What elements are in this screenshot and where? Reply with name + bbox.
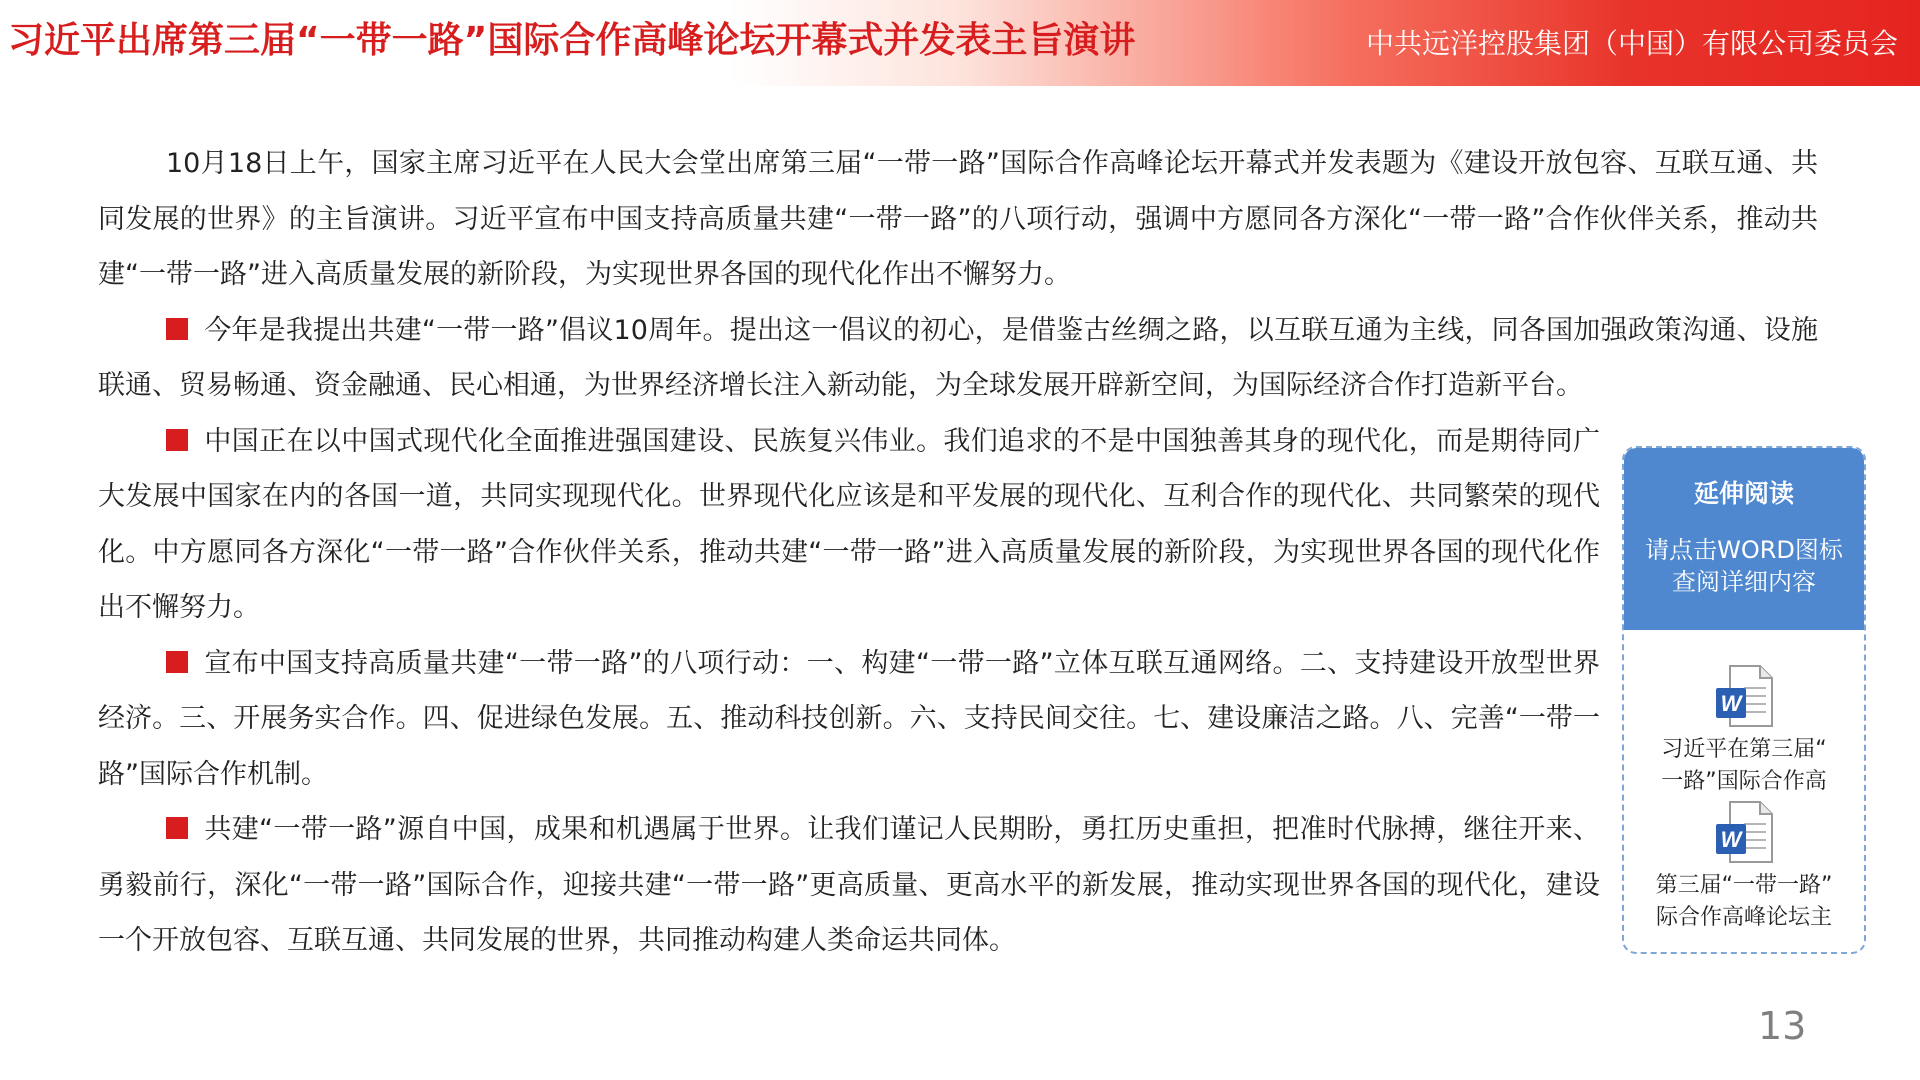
red-square-bullet-icon <box>166 429 188 451</box>
point-paragraph-2 <box>98 414 1600 636</box>
word-document-icon[interactable] <box>1714 664 1774 728</box>
point-text-1: 今年是我提出共建“一带一路”倡议10周年。提出这一倡议的初心，是借鉴古丝绸之路，以互联互通为主线，同各国加强政策沟通、设施联通、贸易畅通、资金融通、民心相通，为世界经济增长注入新动能，为全球发展开辟新空间，为国际经济合作打造新平台。 <box>98 314 1818 401</box>
red-square-bullet-icon <box>166 651 188 673</box>
organization-name: 中共远洋控股集团（中国）有限公司委员会 <box>1365 27 1898 60</box>
article-body <box>98 136 1818 969</box>
point-paragraph-4 <box>98 802 1600 969</box>
panel-header <box>1624 448 1864 630</box>
extended-reading-panel <box>1622 446 1866 954</box>
point-text-4: 共建“一带一路”源自中国，成果和机遇属于世界。让我们谨记人民期盼，勇扛历史重担，把准时代脉搏，继往开来、勇毅前行，深化“一带一路”国际合作，迎接共建“一带一路”更高质量、更高水平的新发展，推动实现世界各国的现代化，建设一个开放包容、互联互通、共同发展的世界，共同推动构建人类命运共同体。 <box>98 814 1600 956</box>
panel-description: 请点击WORD图标查阅详细内容 <box>1645 536 1843 596</box>
document-label-line[interactable]: 习近平在第三届“ <box>1661 737 1827 762</box>
word-document-icon[interactable] <box>1714 800 1774 864</box>
document-label-line[interactable]: 第三届“一带一路” <box>1655 873 1833 898</box>
document-label-line[interactable]: 际合作高峰论坛主 <box>1655 905 1832 930</box>
intro-paragraph: 10月18日上午，国家主席习近平在人民大会堂出席第三届“一带一路”国际合作高峰论坛开幕式并发表题为《建设开放包容、互联互通、共同发展的世界》的主旨演讲。习近平宣布中国支持高质量共建“一带一路”的八项行动，强调中方愿同各方深化“一带一路”合作伙伴关系，推动共建“一带一路”进入高质量发展的新阶段，为实现世界各国的现代化作出不懈努力。 <box>98 148 1818 290</box>
red-square-bullet-icon <box>166 318 188 340</box>
svg-text:W: W <box>1720 691 1742 716</box>
point-paragraph-1 <box>98 303 1818 414</box>
svg-text:W: W <box>1720 827 1742 852</box>
panel-title: 延伸阅读 <box>1693 479 1794 508</box>
point-text-2: 中国正在以中国式现代化全面推进强国建设、民族复兴伟业。我们追求的不是中国独善其身的现代化，而是期待同广大发展中国家在内的各国一道，共同实现现代化。世界现代化应该是和平发展的现代化、互利合作的现代化、共同繁荣的现代化。中方愿同各方深化“一带一路”合作伙伴关系，推动共建“一带一路”进入高质量发展的新阶段，为实现世界各国的现代化作出不懈努力。 <box>98 425 1600 623</box>
page-title: 习近平出席第三届“一带一路”国际合作高峰论坛开幕式并发表主旨演讲 <box>8 20 1136 61</box>
red-square-bullet-icon <box>166 817 188 839</box>
header-band <box>0 0 1920 86</box>
point-text-3: 宣布中国支持高质量共建“一带一路”的八项行动：一、构建“一带一路”立体互联互通网络。二、支持建设开放型世界经济。三、开展务实合作。四、促进绿色发展。五、推动科技创新。六、支持民间交往。七、建设廉洁之路。八、完善“一带一路”国际合作机制。 <box>98 647 1600 790</box>
point-paragraph-3 <box>98 636 1600 803</box>
page-number: 13 <box>1758 1004 1807 1048</box>
document-label-line[interactable]: 一路”国际合作高 <box>1661 769 1827 794</box>
